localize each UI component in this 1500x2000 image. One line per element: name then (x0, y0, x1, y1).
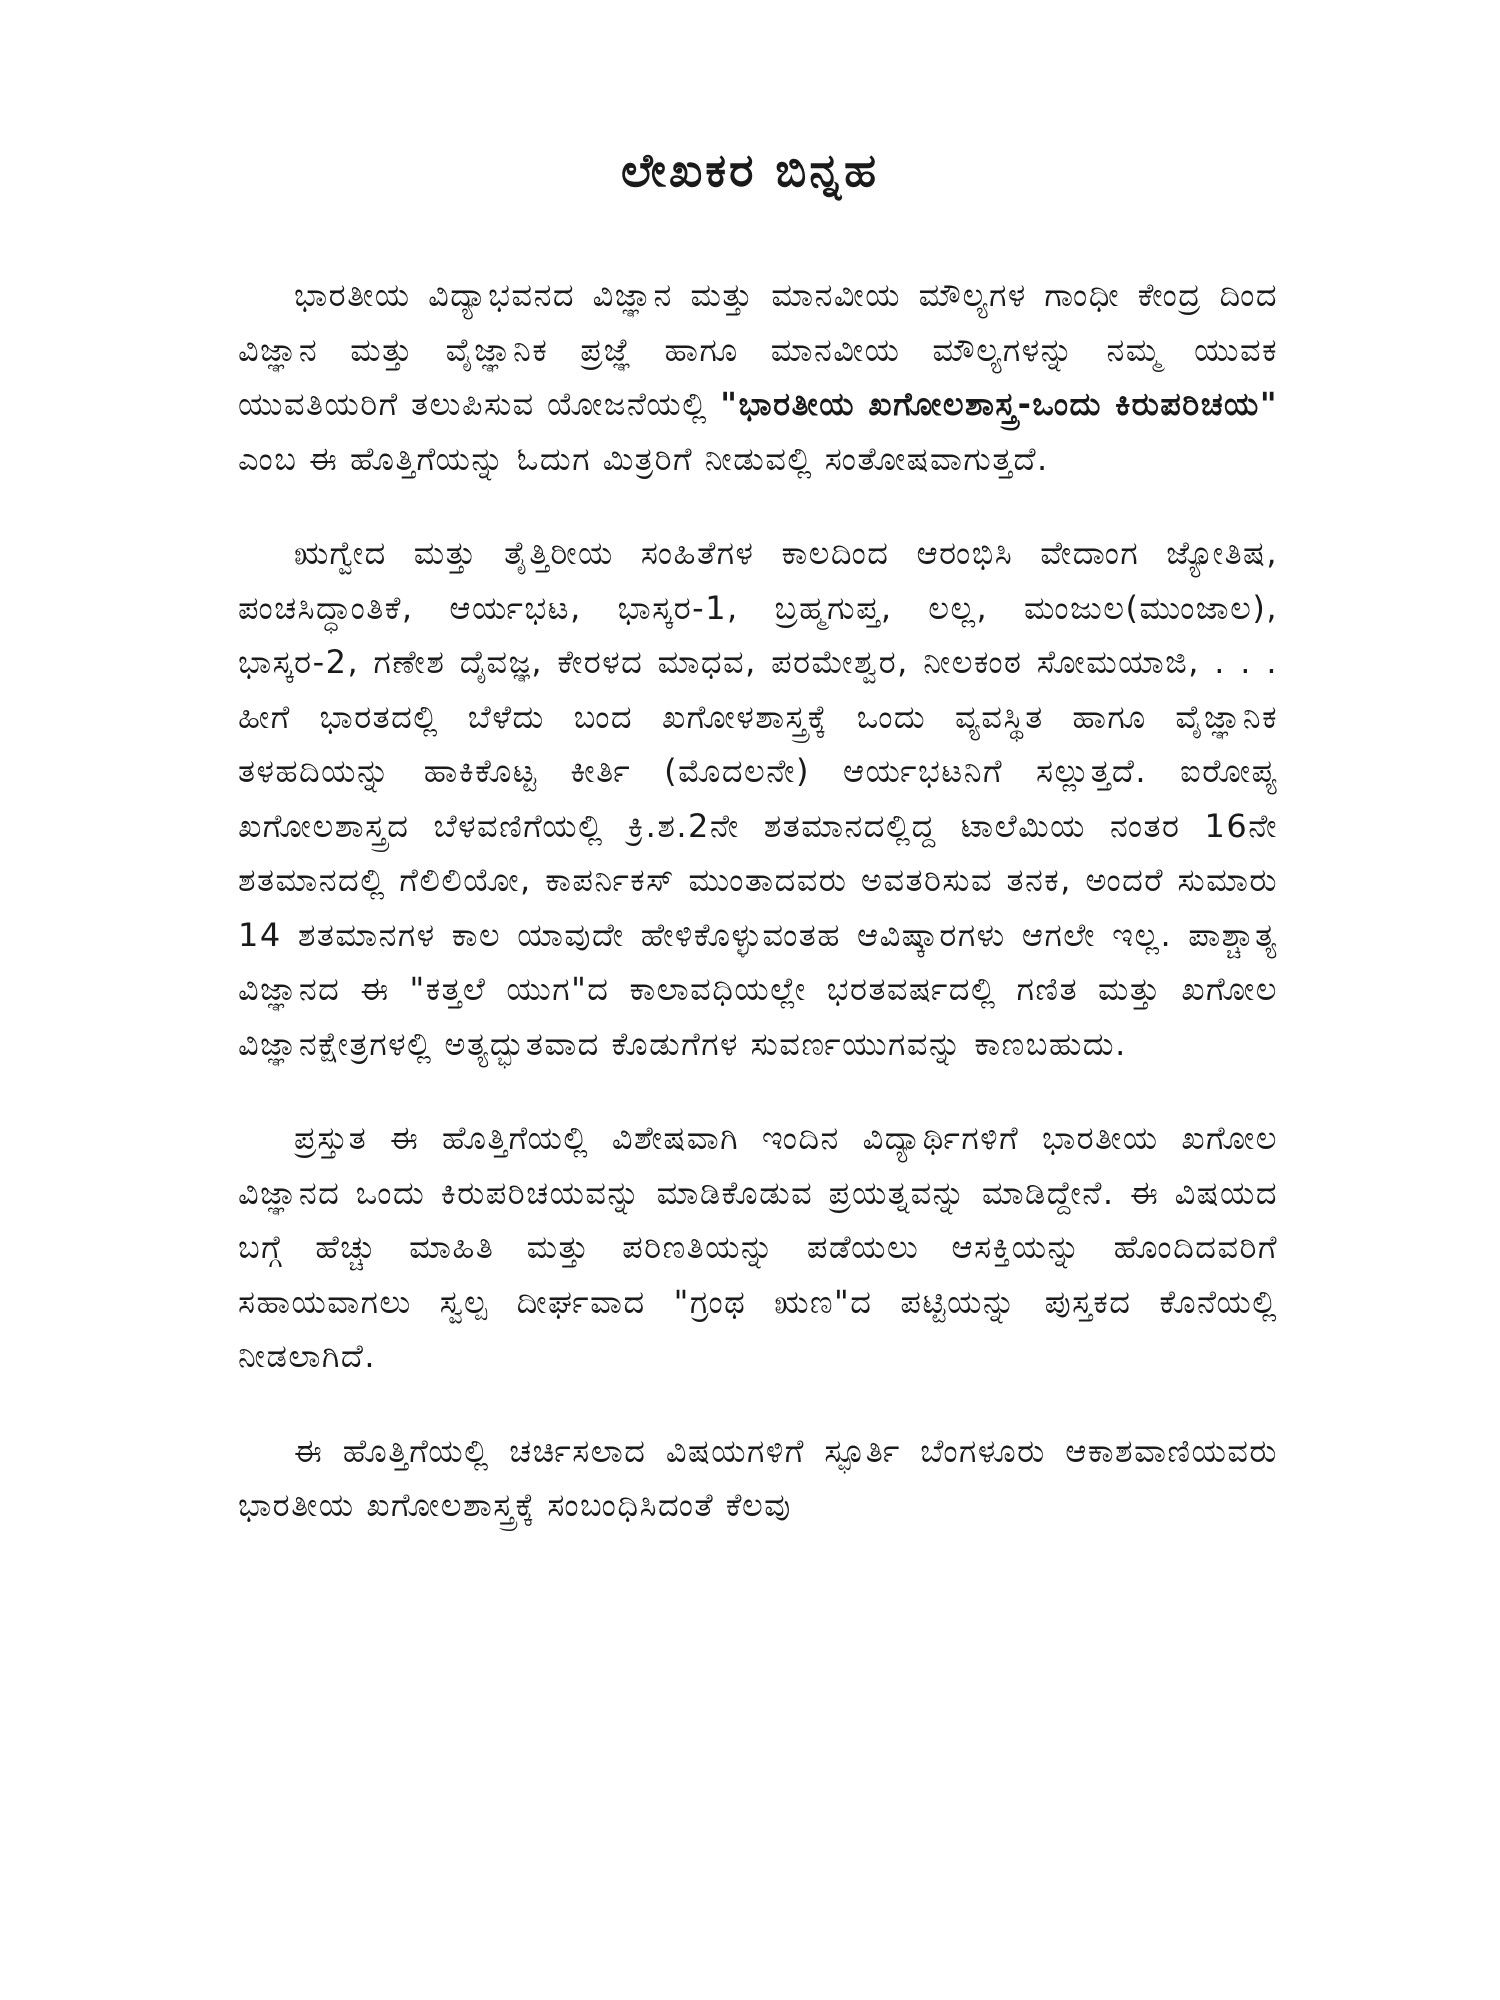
page-title: ಲೇಖಕರ ಬಿನ್ನಹ (620, 143, 879, 197)
paragraph-intro-tail: ಎಂಬ ಈ ಹೊತ್ತಿಗೆಯನ್ನು ಓದುಗ ಮಿತ್ರರಿಗೆ ನೀಡುವಲ್ಲಿ ಸಂತೋಷವಾಗುತ್ತದೆ. (238, 439, 1049, 478)
paragraph-inspiration: ಈ ಹೊತ್ತಿಗೆಯಲ್ಲಿ ಚರ್ಚಿಸಲಾದ ವಿಷಯಗಳಿಗೆ ಸ್ಫೂರ್ತಿ ಬೆಂಗಳೂರು ಆಕಾಶವಾಣಿಯವರು ಭಾರತೀಯ ಖಗೋಲಶಾಸ್ತ್ರಕ್ಕೆ ಸಂಬಂಧಿಸಿದಂತೆ ಕೆಲವು (238, 1431, 1278, 1524)
book-title-bold: "ಭಾರತೀಯ ಖಗೋಲಶಾಸ್ತ್ರ-ಒಂದು ಕಿರುಪರಿಚಯ" (720, 385, 1278, 423)
paragraph-history: ಋಗ್ವೇದ ಮತ್ತು ತೈತ್ತಿರೀಯ ಸಂಹಿತೆಗಳ ಕಾಲದಿಂದ ಆರಂಭಿಸಿ ವೇದಾಂಗ ಜ್ಯೋತಿಷ, ಪಂಚಸಿದ್ಧಾಂತಿಕೆ, ಆರ್ಯಭಟ, ಭಾಸ್ಕರ-1, ಬ್ರಹ್ಮಗುಪ್ತ, ಲಲ್ಲ, ಮಂಜುಲ(ಮುಂಜಾಲ), ಭಾಸ್ಕರ-2, ಗಣೇಶ ದೈವಜ್ಞ, ಕೇರಳದ ಮಾಧವ, ಪರಮೇಶ್ವರ, ನೀಲಕಂಠ ಸೋಮಯಾಜಿ, . . . ಹೀಗೆ ಭಾರತದಲ್ಲಿ ಬೆಳೆದು ಬಂದ ಖಗೋಳಶಾಸ್ತ್ರಕ್ಕೆ ಒಂದು ವ್ಯವಸ್ಥಿತ ಹಾಗೂ ವೈಜ್ಞಾನಿಕ ತಳಹದಿಯನ್ನು ಹಾಕಿಕೊಟ್ಟ ಕೀರ್ತಿ (ಮೊದಲನೇ) ಆರ್ಯಭಟನಿಗೆ ಸಲ್ಲುತ್ತದೆ. ಐರೋಪ್ಯ ಖಗೋಲಶಾಸ್ತ್ರದ ಬೆಳವಣಿಗೆಯಲ್ಲಿ ಕ್ರಿ.ಶ.2ನೇ ಶತಮಾನದಲ್ಲಿದ್ದ ಟಾಲೆಮಿಯ ನಂತರ 16ನೇ ಶತಮಾನದಲ್ಲಿ ಗೆಲಿಲಿಯೋ, ಕಾಪರ್ನಿಕಸ್ ಮುಂತಾದವರು ಅವತರಿಸುವ ತನಕ, ಅಂದರೆ ಸುಮಾರು 14 ಶತಮಾನಗಳ ಕಾಲ ಯಾವುದೇ ಹೇಳಿಕೊಳ್ಳುವಂತಹ ಆವಿಷ್ಕಾರಗಳು ಆಗಲೇ ಇಲ್ಲ. ಪಾಶ್ಚಾತ್ಯ ವಿಜ್ಞಾನದ ಈ "ಕತ್ತಲೆ ಯುಗ"ದ ಕಾಲಾವಧಿಯಲ್ಲೇ ಭರತವರ್ಷದಲ್ಲಿ ಗಣಿತ ಮತ್ತು ಖಗೋಲ ವಿಜ್ಞಾನಕ್ಷೇತ್ರಗಳಲ್ಲಿ ಅತ್ಯದ್ಭುತವಾದ ಕೊಡುಗೆಗಳ ಸುವರ್ಣಯುಗವನ್ನು ಕಾಣಬಹುದು. (238, 534, 1278, 1063)
document-body (238, 268, 1278, 1533)
paragraph-intro-lead: ಭಾರತೀಯ ವಿದ್ಯಾಭವನದ ವಿಜ್ಞಾನ ಮತ್ತು ಮಾನವೀಯ ಮೌಲ್ಯಗಳ ಗಾಂಧೀ ಕೇಂದ್ರ ದಿಂದ ವಿಜ್ಞಾನ ಮತ್ತು ವೈಜ್ಞಾನಿಕ ಪ್ರಜ್ಞೆ ಹಾಗೂ ಮಾನವೀಯ ಮೌಲ್ಯಗಳನ್ನು ನಮ್ಮ ಯುವಕ ಯುವತಿಯರಿಗೆ ತಲುಪಿಸುವ ಯೋಜನೆಯಲ್ಲಿ (238, 276, 1278, 423)
paragraph-purpose: ಪ್ರಸ್ತುತ ಈ ಹೊತ್ತಿಗೆಯಲ್ಲಿ ವಿಶೇಷವಾಗಿ ಇಂದಿನ ವಿದ್ಯಾರ್ಥಿಗಳಿಗೆ ಭಾರತೀಯ ಖಗೋಲ ವಿಜ್ಞಾನದ ಒಂದು ಕಿರುಪರಿಚಯವನ್ನು ಮಾಡಿಕೊಡುವ ಪ್ರಯತ್ನವನ್ನು ಮಾಡಿದ್ದೇನೆ. ಈ ವಿಷಯದ ಬಗ್ಗೆ ಹೆಚ್ಚು ಮಾಹಿತಿ ಮತ್ತು ಪರಿಣತಿಯನ್ನು ಪಡೆಯಲು ಆಸಕ್ತಿಯನ್ನು ಹೊಂದಿದವರಿಗೆ ಸಹಾಯವಾಗಲು ಸ್ವಲ್ಪ ದೀರ್ಘವಾದ "ಗ್ರಂಥ ಋಣ"ದ ಪಟ್ಟಿಯನ್ನು ಪುಸ್ತಕದ ಕೊನೆಯಲ್ಲಿ ನೀಡಲಾಗಿದೆ. (238, 1119, 1278, 1375)
paragraph-intro (238, 268, 1278, 486)
